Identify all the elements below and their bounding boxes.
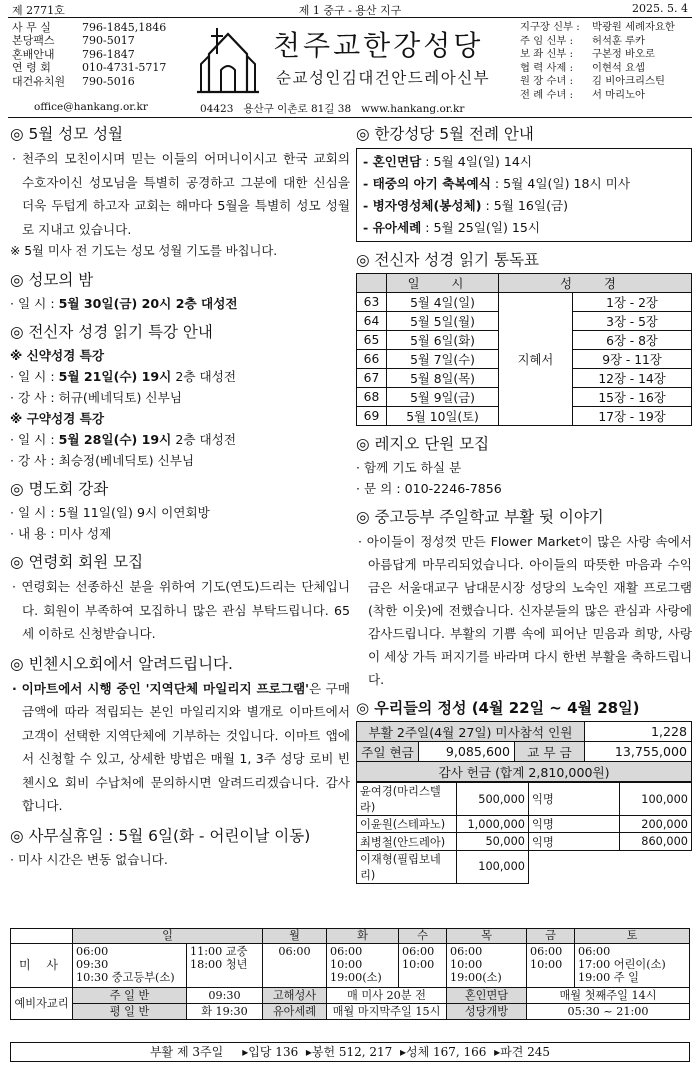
row-date: 5월 9일(금)	[387, 388, 499, 407]
date-prefix: · 일 시 :	[10, 369, 59, 384]
donor-amount: 1,000,000	[457, 816, 529, 833]
date-value: 5월 30일(금) 20시 2층 대성전	[58, 296, 238, 311]
confession-value: 매 미사 20분 전	[327, 988, 447, 1004]
section-reading-plan	[356, 248, 692, 426]
donor-amount: 500,000	[457, 783, 529, 816]
section-bible-lecture	[10, 320, 350, 471]
weekday-class-time: 화 19:30	[187, 1004, 263, 1020]
hymn-communion: ▸성체 167, 166	[399, 1045, 487, 1059]
clergy-row	[520, 35, 696, 49]
old-testament-speaker: · 강 사 : 최승정(베네딕토) 신부님	[10, 453, 195, 468]
day-header: 금	[527, 929, 575, 944]
legio-line: · 함께 기도 하실 분	[356, 460, 462, 475]
monday-mass-times	[263, 944, 327, 988]
row-chapters: 17장 - 19장	[573, 407, 692, 426]
section-marian-night	[10, 268, 350, 314]
liturgy-item	[363, 173, 685, 195]
section-title: ◎ 성모의 밤	[10, 271, 94, 289]
clergy-role: 협 력 사제 :	[520, 61, 574, 74]
clergy-role: 원 장 수녀 :	[520, 75, 574, 87]
program-description: 은 구매 금액에 따라 적립되는 본인 마일리지와 별개로 이마트에서 고객이 선택한 지역단체에 기부하는 것입니다. 이마트 앱에서 신청할 수 있고, 상세한 방법은 매월 1, 3주 성당 로비 빈첸시오 회비 수납처에 문의하시면 알려드리겠습니다. 감사합니다.	[22, 680, 351, 813]
patron-saint: 순교성인김대건안드레아신부	[276, 69, 491, 87]
address-line	[200, 101, 474, 116]
liturgy-item-name: - 혼인면담	[363, 154, 422, 169]
table-row	[357, 293, 692, 312]
thanks-header: 감사 헌금 (합계 2,810,000원)	[357, 762, 692, 782]
contact-value: 790-5017	[82, 34, 135, 48]
contact-label: 대건유치원	[12, 74, 66, 88]
donor-amount: 50,000	[457, 833, 529, 850]
date-prefix: · 일 시 :	[10, 432, 59, 447]
table-row	[357, 816, 692, 833]
baptism-label: 유아세례	[263, 1004, 327, 1020]
section-body: · 미사 시간은 변동 없습니다.	[10, 851, 168, 867]
section-title: ◎ 한강성당 5월 전례 안내	[356, 125, 534, 143]
tuesday-mass-times	[327, 944, 399, 988]
clergy-name: 이현석 요셉	[592, 61, 646, 74]
day-header: 화	[327, 929, 399, 944]
contact-label: 연 령 회	[12, 61, 51, 75]
contact-label: 사 무 실	[12, 21, 51, 34]
contact-value: 010-4731-5717	[82, 61, 167, 75]
section-vincent	[10, 652, 350, 818]
day-header: 일	[73, 929, 263, 944]
thanks-table	[356, 782, 692, 884]
row-number: 69	[357, 407, 387, 426]
liturgy-item	[363, 217, 685, 239]
program-name: · 이마트에서 시행 중인 '지역단체 마일리지 프로그램'	[12, 680, 310, 696]
tithe-label: 교 무 금	[515, 742, 585, 762]
wednesday-mass-times	[399, 944, 447, 988]
donor-name: 이윤원(스테파노)	[357, 816, 457, 833]
mass-time: 10:00	[450, 958, 483, 971]
event-date	[10, 293, 350, 314]
clergy-role: 지구장 신부 :	[520, 21, 580, 33]
clergy-name: 김 비아크리스틴	[592, 75, 665, 87]
clergy-row	[520, 75, 696, 89]
catechumen-label: 예비자교리	[11, 988, 73, 1020]
donor-name: 익명	[529, 783, 620, 816]
sunday-mass-times	[187, 944, 263, 988]
contact-row	[12, 61, 192, 74]
mass-label: 미 사	[11, 944, 73, 988]
liturgy-item	[363, 195, 685, 217]
new-testament-date	[10, 366, 350, 387]
mass-times-row	[11, 944, 690, 988]
attendance-value: 1,228	[585, 722, 692, 742]
row-number: 66	[357, 350, 387, 369]
mass-time: 09:30	[76, 958, 109, 971]
section-title: ◎ 중고등부 주일학교 부활 뒷 이야기	[356, 508, 604, 526]
day-header: 월	[263, 929, 327, 944]
contact-row	[12, 21, 192, 34]
clergy-row	[520, 89, 696, 103]
clergy-role: 전 례 수녀 :	[520, 88, 574, 101]
row-date: 5월 8일(목)	[387, 369, 499, 388]
offering-table	[356, 721, 692, 782]
section-title: ◎ 우리들의 정성 (4월 22일 ~ 4월 28일)	[356, 699, 640, 717]
liturgy-item	[363, 151, 685, 173]
church-logo-icon	[193, 24, 263, 94]
section-title: ◎ 빈첸시오회에서 알려드립니다.	[10, 654, 233, 673]
section-offering	[356, 697, 692, 884]
section-office-holiday	[10, 824, 350, 870]
liturgy-item-time: : 5월 4일(일) 18시 미사	[490, 176, 631, 191]
cash-value: 9,085,600	[419, 742, 515, 762]
contact-row	[12, 34, 192, 47]
saturday-mass-times	[575, 944, 690, 988]
parish-name: 천주교한강성당	[273, 29, 484, 62]
table-row	[357, 783, 692, 816]
contact-value: 796-1845,1846	[82, 21, 167, 34]
mass-time: 06:00	[530, 945, 563, 958]
section-note: ※ 5월 미사 전 기도는 성모 성월 기도를 바칩니다.	[10, 244, 278, 258]
reading-table	[356, 273, 692, 426]
open-value: 05:30 ~ 21:00	[527, 1004, 690, 1020]
issue-number: 제 2771호	[12, 4, 65, 17]
email-address: office@hankang.or.kr	[34, 101, 148, 113]
clergy-list	[520, 21, 696, 102]
old-testament-date	[10, 429, 350, 450]
row-number: 64	[357, 312, 387, 331]
row-chapters: 1장 - 2장	[573, 293, 692, 312]
mass-time: 06:00	[450, 945, 483, 958]
clergy-name: 박광원 세례자요한	[592, 21, 675, 33]
hymn-recessional: ▸파견 245	[494, 1045, 551, 1059]
liturgy-item-name: - 태중의 아기 축복예식	[363, 176, 491, 191]
mass-schedule	[10, 928, 690, 1020]
section-title: ◎ 레지오 단원 모집	[356, 435, 490, 453]
mass-time: 19:00(소)	[330, 971, 382, 984]
clergy-row	[520, 48, 696, 62]
contact-value: 796-1847	[82, 47, 135, 61]
weekday-class-label: 평 일 반	[73, 1004, 187, 1020]
row-number: 63	[357, 293, 387, 312]
liturgical-week: 부활 제 3주일	[149, 1045, 224, 1059]
row-number: 65	[357, 331, 387, 350]
row-date: 5월 6일(화)	[387, 331, 499, 350]
sunday-class-label: 주 일 반	[73, 988, 187, 1004]
hymn-entrance: ▸입당 136	[242, 1045, 299, 1059]
top-line	[10, 2, 690, 16]
left-column	[10, 122, 350, 870]
clergy-role: 주 임 신부 :	[520, 34, 574, 47]
table-row	[357, 722, 692, 742]
liturgy-box	[356, 148, 692, 242]
section-legio	[356, 432, 692, 499]
mass-time: 10:00	[330, 958, 363, 971]
district-label: 제 1 중구 - 용산 지구	[298, 4, 402, 17]
section-title: ◎ 전신자 성경 읽기 통독표	[356, 251, 539, 269]
donor-name: 익명	[529, 816, 620, 833]
day-header: 목	[447, 929, 527, 944]
donor-amount: 860,000	[620, 833, 692, 850]
mass-time: 06:00	[278, 945, 311, 958]
date-place: 2층 대성전	[171, 369, 237, 384]
clergy-name: 서 마리노아	[592, 88, 646, 101]
section-marian-month	[10, 122, 350, 262]
donor-name: 최병철(안드레아)	[357, 833, 457, 850]
section-title: ◎ 명도회 강좌	[10, 480, 109, 498]
issue-date: 2025. 5. 4	[632, 2, 688, 15]
info-row	[11, 1004, 690, 1020]
row-number: 67	[357, 369, 387, 388]
street-address: 용산구 이촌로 81길 38	[243, 103, 352, 115]
clergy-row	[520, 21, 696, 35]
donor-name: 이재형(필립보네리)	[357, 850, 457, 883]
day-header: 수	[399, 929, 447, 944]
section-title: ◎ 전신자 성경 읽기 특강 안내	[10, 323, 213, 341]
section-title: ◎ 사무실휴일 : 5월 6일(화 - 어린이날 이동)	[10, 826, 311, 845]
mass-time: 10:30 중고등부(소)	[76, 971, 175, 984]
right-column	[356, 122, 692, 884]
mass-time: 19:00(소)	[450, 971, 502, 984]
clergy-role: 보 좌 신부 :	[520, 48, 574, 60]
mass-time: 06:00	[402, 945, 435, 958]
contact-label: 본당팩스	[12, 34, 55, 48]
donor-name: 윤여경(마리스텔라)	[357, 783, 457, 816]
date-place: 2층 대성전	[171, 432, 237, 447]
row-number: 68	[357, 388, 387, 407]
liturgy-item-name: - 병자영성체(봉성체)	[363, 198, 482, 213]
table-row	[357, 850, 692, 883]
baptism-value: 매월 마지막주일 15시	[327, 1004, 447, 1020]
clergy-name: 구본정 바오로	[592, 48, 655, 60]
liturgy-item-name: - 유아세례	[363, 220, 422, 235]
mass-time: 06:00	[330, 945, 363, 958]
confession-label: 고해성사	[263, 988, 327, 1004]
mass-time: 19:00 주 일	[578, 971, 639, 984]
contact-value: 790-5016	[82, 74, 135, 88]
mass-time: 06:00	[76, 945, 109, 958]
section-body: · 아이들이 정성껏 만든 Flower Market이 많은 사랑 속에서 아름답게 마무리되었습니다. 아이들의 따뜻한 마음과 수익금은 서울대교구 남대문시장 성당의 노숙인 재활 프로그램(착한 이웃)에 전했습니다. 신자분들의 많은 관심과 사랑에 감사드립니다. 부활의 기쁨 속에 피어난 믿음과 희망, 사랑이 세상 가득 퍼지기를 바라며 다시 한번 부활을 축하드립니다.	[358, 534, 692, 687]
section-myungdo	[10, 477, 350, 544]
date-value: 5월 21일(수) 19시	[58, 369, 172, 384]
row-chapters: 15장 - 16장	[573, 388, 692, 407]
hymn-offertory: ▸봉헌 512, 217	[305, 1045, 393, 1059]
legio-contact: · 문 의 : 010-2246-7856	[356, 481, 502, 496]
row-date: 5월 7일(수)	[387, 350, 499, 369]
mass-time: 06:00	[578, 945, 611, 958]
old-testament-title: ※ 구약성경 특강	[10, 411, 105, 426]
mass-time: 17:00 어린이(소)	[578, 958, 666, 971]
table-header: 일 시	[387, 274, 499, 293]
hymn-footer	[10, 1042, 690, 1062]
website-link[interactable]: www.hankang.or.kr	[361, 103, 465, 115]
section-body	[10, 677, 350, 818]
donor-amount: 100,000	[457, 850, 529, 883]
section-body: · 천주의 모친이시며 믿는 이들의 어머니이시고 한국 교회의 수호자이신 성모님을 특별히 공경하고 그분에 대한 신심을 더욱 두텁게 하고자 교회는 해마다 5월을 특별히 성모 성월로 지내고 있습니다.	[12, 151, 350, 237]
table-header-blank	[357, 274, 387, 293]
row-chapters: 6장 - 8장	[573, 331, 692, 350]
row-chapters: 12장 - 14장	[573, 369, 692, 388]
mass-time: 10:00	[402, 958, 435, 971]
table-row	[357, 742, 692, 762]
empty-cell	[529, 850, 620, 883]
section-title: ◎ 연령회 회원 모집	[10, 553, 144, 571]
table-header: 성 경	[499, 274, 692, 293]
cash-label: 주일 현금	[357, 742, 419, 762]
contact-label: 혼배안내	[12, 47, 55, 61]
thursday-mass-times	[447, 944, 527, 988]
contact-row	[12, 75, 192, 88]
section-body: · 연령회는 선종하신 분을 위하여 기도(연도)드리는 단체입니다. 회원이 부족하여 모집하니 많은 관심 부탁드립니다. 65세 이하로 신청받습니다.	[12, 579, 350, 641]
liturgy-item-time: : 5월 4일(일) 14시	[421, 154, 533, 169]
day-header-blank	[11, 929, 73, 944]
postcode: 04423	[200, 103, 234, 115]
section-title: ◎ 5월 성모 성월	[10, 125, 124, 143]
sunday-mass-times	[73, 944, 187, 988]
event-content: · 내 용 : 미사 성제	[10, 526, 112, 541]
info-row	[11, 988, 690, 1004]
clergy-name: 허석훈 루카	[592, 34, 646, 47]
contact-row	[12, 48, 192, 61]
empty-cell	[620, 850, 692, 883]
liturgy-item-time: : 5월 16일(금)	[481, 198, 569, 213]
mass-table	[10, 928, 690, 1020]
day-header-row	[11, 929, 690, 944]
friday-mass-times	[527, 944, 575, 988]
contact-list	[12, 21, 192, 88]
day-header: 토	[575, 929, 690, 944]
row-date: 5월 4일(일)	[387, 293, 499, 312]
section-may-liturgy	[356, 122, 692, 242]
mass-time: 11:00 교중	[190, 945, 248, 958]
row-date: 5월 5일(월)	[387, 312, 499, 331]
date-value: 5월 28일(수) 19시	[58, 432, 172, 447]
new-testament-speaker: · 강 사 : 허규(베네딕토) 신부님	[10, 390, 182, 405]
tithe-value: 13,755,000	[585, 742, 692, 762]
section-funeral-society	[10, 550, 350, 646]
mass-time: 18:00 청년	[190, 958, 248, 971]
mass-time: 10:00	[530, 958, 563, 971]
open-label: 성당개방	[447, 1004, 527, 1020]
event-date: · 일 시 : 5월 11일(일) 9시 이연회방	[10, 505, 210, 520]
donor-name: 익명	[529, 833, 620, 850]
row-chapters: 3장 - 5장	[573, 312, 692, 331]
section-sunday-school	[356, 505, 692, 691]
bulletin-header	[8, 17, 692, 118]
date-prefix: · 일 시 :	[10, 296, 59, 311]
donor-amount: 100,000	[620, 783, 692, 816]
table-row	[357, 762, 692, 782]
row-date: 5월 10일(토)	[387, 407, 499, 426]
donor-amount: 200,000	[620, 816, 692, 833]
attendance-label: 부활 2주일(4월 27일) 미사참석 인원	[357, 722, 585, 742]
marriage-value: 매월 첫째주일 14시	[527, 988, 690, 1004]
marriage-label: 혼인면담	[447, 988, 527, 1004]
table-header-row	[357, 274, 692, 293]
row-chapters: 9장 - 11장	[573, 350, 692, 369]
sunday-class-time: 09:30	[187, 988, 263, 1004]
table-row	[357, 833, 692, 850]
new-testament-title: ※ 신약성경 특강	[10, 348, 105, 363]
liturgy-item-time: : 5월 25일(일) 15시	[421, 220, 541, 235]
book-name: 지혜서	[499, 293, 573, 426]
clergy-row	[520, 62, 696, 76]
